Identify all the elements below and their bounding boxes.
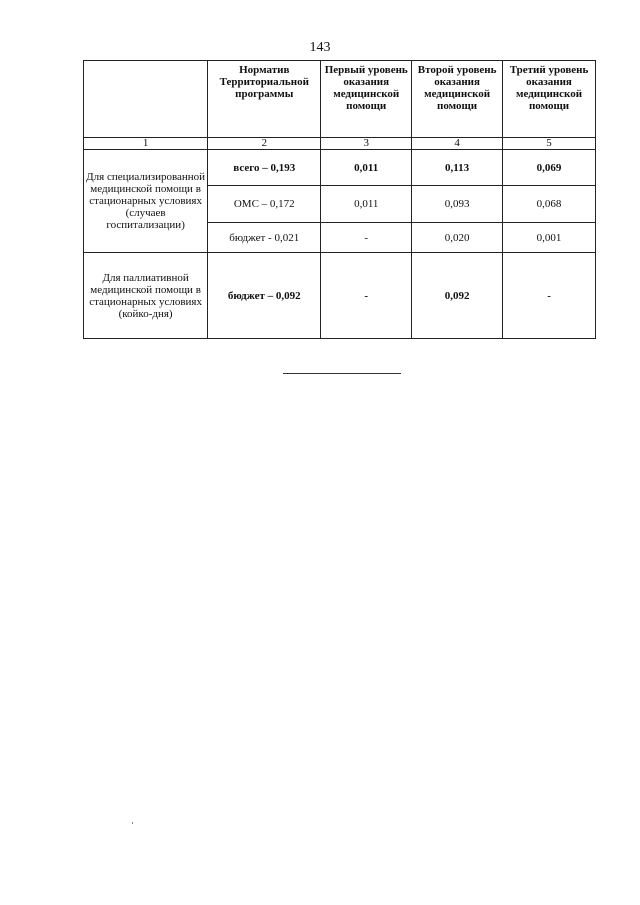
table-header-row: [84, 61, 596, 138]
level2-cell: 0,093: [412, 186, 503, 223]
header-cell-level2: Второй уровень оказания медицинской помощи: [412, 61, 503, 138]
table-row: [84, 253, 596, 339]
row-label-palliative-care: Для паллиативной медицинской помощи в стационарных условиях (койко-дня): [84, 253, 208, 339]
column-number: 1: [84, 138, 208, 150]
norm-cell: всего – 0,193: [208, 150, 321, 186]
column-number-row: [84, 138, 596, 150]
page-number: 143: [309, 40, 331, 55]
level1-cell: -: [321, 253, 412, 339]
column-number: 2: [208, 138, 321, 150]
level1-cell: 0,011: [321, 186, 412, 223]
norm-cell: бюджет – 0,092: [208, 253, 321, 339]
column-number: 5: [503, 138, 596, 150]
norm-cell: бюджет - 0,021: [208, 223, 321, 253]
scan-speck: [132, 822, 133, 824]
header-cell-empty: [84, 61, 208, 138]
level1-cell: -: [321, 223, 412, 253]
level2-cell: 0,092: [412, 253, 503, 339]
column-number: 4: [412, 138, 503, 150]
norms-table: [83, 60, 596, 339]
level3-cell: 0,069: [503, 150, 596, 186]
level2-cell: 0,113: [412, 150, 503, 186]
row-label-specialized-care: Для специализированной медицинской помощи в стационарных условиях (случаев госпитализации): [84, 150, 208, 253]
header-cell-level1: Первый уровень оказания медицинской помощи: [321, 61, 412, 138]
end-divider-line: [283, 373, 401, 374]
table-row: [84, 150, 596, 186]
level2-cell: 0,020: [412, 223, 503, 253]
header-cell-norm: Норматив Территориальной программы: [208, 61, 321, 138]
column-number: 3: [321, 138, 412, 150]
header-cell-level3: Третий уровень оказания медицинской помощи: [503, 61, 596, 138]
level3-cell: 0,001: [503, 223, 596, 253]
norm-cell: ОМС – 0,172: [208, 186, 321, 223]
level3-cell: 0,068: [503, 186, 596, 223]
level1-cell: 0,011: [321, 150, 412, 186]
level3-cell: -: [503, 253, 596, 339]
